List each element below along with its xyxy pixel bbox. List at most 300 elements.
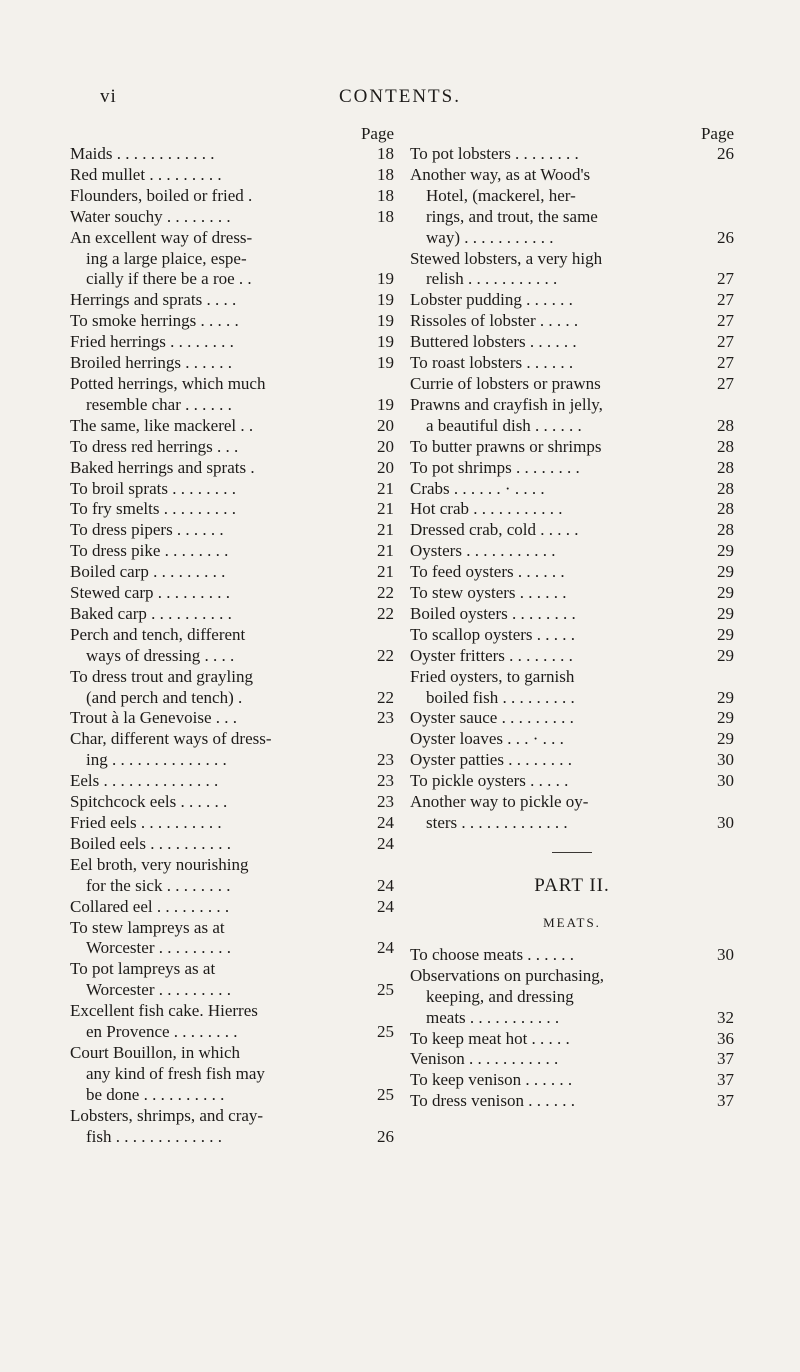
entry-line: ing . . . . . . . . . . . . . . — [86, 750, 227, 770]
entry-title — [410, 311, 734, 332]
entry-page-number: 28 — [717, 436, 734, 456]
entry-line: Oyster fritters . . . . . . . . — [410, 645, 573, 665]
toc-entry — [70, 604, 394, 625]
entry-title — [70, 311, 394, 332]
entry-title — [410, 1091, 734, 1112]
toc-entry — [70, 207, 394, 228]
toc-entry — [70, 771, 394, 792]
entry-page-number: 28 — [717, 520, 734, 540]
entry-page-number: 37 — [717, 1070, 734, 1090]
entry-line: Another way to pickle oy- — [410, 792, 589, 812]
entry-page-number: 21 — [377, 541, 394, 561]
toc-entry — [70, 897, 394, 918]
toc-entry — [410, 667, 734, 709]
entry-line: ways of dressing . . . . — [86, 645, 235, 665]
entry-page-number: 24 — [377, 813, 394, 832]
entry-page-number: 18 — [377, 144, 394, 163]
entry-page-number: 20 — [377, 415, 394, 435]
toc-entry — [410, 332, 734, 353]
entry-page-number: 24 — [377, 875, 394, 895]
entry-line: Red mullet . . . . . . . . . — [70, 164, 222, 184]
toc-entry — [410, 437, 734, 458]
entry-line: a beautiful dish . . . . . . — [426, 415, 582, 435]
entry-page-number: 26 — [717, 144, 734, 163]
entry-line: To pot shrimps . . . . . . . . — [410, 457, 580, 477]
entry-page-number: 23 — [377, 708, 394, 728]
entry-title — [70, 207, 394, 228]
entry-line: To pickle oysters . . . . . — [410, 771, 569, 791]
entry-line: sters . . . . . . . . . . . . . — [426, 813, 568, 832]
entry-line: To choose meats . . . . . . — [410, 944, 575, 964]
entry-title — [410, 583, 734, 604]
section-heading: MEATS. — [543, 914, 601, 930]
entry-title — [70, 228, 394, 291]
entry-title — [70, 416, 394, 437]
entry-title — [70, 353, 394, 374]
entry-page-number: 22 — [377, 687, 394, 707]
entry-line: keeping, and dressing — [426, 986, 574, 1006]
toc-entry — [410, 583, 734, 604]
entry-line: To dress pike . . . . . . . . — [70, 541, 229, 561]
entry-page-number: 29 — [717, 603, 734, 623]
entry-line: Fried eels . . . . . . . . . . — [70, 813, 222, 832]
entry-line: Crabs . . . . . . · . . . . — [410, 478, 545, 498]
entry-page-number: 18 — [377, 185, 394, 205]
toc-entry — [70, 729, 394, 771]
toc-entry — [70, 520, 394, 541]
entry-title — [410, 667, 734, 709]
page-column-label: Page — [700, 124, 734, 143]
entry-line: To butter prawns or shrimps — [410, 436, 602, 456]
entry-page-number: 21 — [377, 520, 394, 540]
entry-line: meats . . . . . . . . . . . — [426, 1007, 560, 1027]
entry-page-number: 18 — [377, 164, 394, 184]
entry-line: Maids . . . . . . . . . . . . — [70, 144, 215, 163]
entry-line: Boiled eels . . . . . . . . . . — [70, 833, 232, 853]
entry-line: To smoke herrings . . . . . — [70, 311, 239, 331]
entry-page-number: 23 — [377, 792, 394, 812]
entry-line: To dress pipers . . . . . . — [70, 520, 224, 540]
toc-entry — [70, 1001, 394, 1043]
entry-title — [410, 479, 734, 500]
entry-line: Baked herrings and sprats . — [70, 457, 255, 477]
entry-title — [70, 792, 394, 813]
entry-line: Potted herrings, which much — [70, 373, 266, 393]
entry-line: Buttered lobsters . . . . . . — [410, 332, 577, 352]
entry-title — [70, 1043, 394, 1106]
entry-page-number: 21 — [377, 478, 394, 498]
entry-line: Observations on purchasing, — [410, 965, 605, 985]
toc-entry — [70, 458, 394, 479]
entry-line: way) . . . . . . . . . . . — [426, 227, 554, 247]
entry-page-number: 27 — [717, 332, 734, 352]
toc-entry — [70, 562, 394, 583]
entry-line: Dressed crab, cold . . . . . — [410, 520, 579, 540]
entry-line: To roast lobsters . . . . . . — [410, 353, 574, 373]
entry-page-number: 25 — [377, 1022, 394, 1042]
entry-page-number: 26 — [717, 227, 734, 247]
entry-line: be done . . . . . . . . . . — [86, 1084, 225, 1104]
toc-entry — [70, 1106, 394, 1148]
entry-page-number: 21 — [377, 499, 394, 519]
entry-line: To stew oysters . . . . . . — [410, 583, 567, 603]
part-heading: PART II. — [534, 874, 610, 896]
entry-title — [410, 945, 734, 966]
entry-title — [70, 667, 394, 709]
entry-list — [410, 945, 734, 1112]
toc-entry — [410, 625, 734, 646]
toc-entry — [70, 144, 394, 165]
toc-entry — [70, 374, 394, 416]
entry-title — [410, 395, 734, 437]
toc-entry — [70, 792, 394, 813]
entry-title — [70, 604, 394, 625]
entry-line: Venison . . . . . . . . . . . — [410, 1049, 559, 1069]
toc-entry — [70, 311, 394, 332]
toc-entry — [70, 332, 394, 353]
toc-entry — [410, 792, 734, 834]
entry-title — [410, 604, 734, 625]
entry-line: To fry smelts . . . . . . . . . — [70, 499, 236, 519]
entry-page-number: 30 — [717, 944, 734, 964]
entry-line: Stewed lobsters, a very high — [410, 248, 603, 268]
entry-title — [70, 771, 394, 792]
toc-entry — [410, 520, 734, 541]
entry-page-number: 27 — [717, 353, 734, 373]
page-header — [0, 86, 800, 116]
entry-list — [70, 144, 394, 1148]
entry-line: Lobsters, shrimps, and cray- — [70, 1105, 264, 1125]
entry-page-number: 28 — [717, 457, 734, 477]
entry-line: boiled fish . . . . . . . . . — [426, 687, 575, 707]
toc-entry — [410, 945, 734, 966]
entry-line: Hot crab . . . . . . . . . . . — [410, 499, 563, 519]
entry-title — [70, 479, 394, 500]
entry-line: To broil sprats . . . . . . . . — [70, 478, 236, 498]
entry-page-number: 29 — [717, 541, 734, 561]
toc-entry — [70, 165, 394, 186]
entry-page-number: 20 — [377, 436, 394, 456]
entry-title — [410, 374, 734, 395]
page-number: vi — [100, 86, 117, 107]
toc-entry — [70, 1043, 394, 1106]
entry-line: Eels . . . . . . . . . . . . . . — [70, 771, 219, 791]
entry-line: resemble char . . . . . . — [86, 394, 232, 414]
entry-page-number: 30 — [717, 771, 734, 791]
entry-title — [70, 437, 394, 458]
entry-title — [410, 562, 734, 583]
entry-line: ing a large plaice, espe- — [86, 248, 247, 268]
entry-title — [410, 708, 734, 729]
entry-line: Fried oysters, to garnish — [410, 666, 575, 686]
entry-line: Herrings and sprats . . . . — [70, 290, 237, 310]
entry-title — [70, 897, 394, 918]
entry-line: Water souchy . . . . . . . . — [70, 206, 231, 226]
entry-title — [70, 458, 394, 479]
entry-line: Eel broth, very nourishing — [70, 854, 249, 874]
entry-line: To pot lampreys as at — [70, 959, 216, 979]
entry-line: fish . . . . . . . . . . . . . — [86, 1126, 222, 1146]
entry-page-number: 25 — [377, 980, 394, 1000]
entry-title — [410, 249, 734, 291]
entry-title — [410, 458, 734, 479]
toc-entry — [70, 228, 394, 291]
entry-title — [70, 290, 394, 311]
entry-line: Court Bouillon, in which — [70, 1042, 240, 1062]
entry-page-number: 32 — [717, 1007, 734, 1027]
entry-line: Oyster patties . . . . . . . . — [410, 750, 572, 770]
toc-entry — [410, 458, 734, 479]
entry-page-number: 21 — [377, 562, 394, 582]
entry-line: Worcester . . . . . . . . . — [86, 980, 231, 1000]
entry-page-number: 19 — [377, 332, 394, 352]
toc-entry — [70, 625, 394, 667]
toc-entry — [70, 416, 394, 437]
entry-title — [70, 729, 394, 771]
toc-entry — [70, 479, 394, 500]
entry-line: Oyster sauce . . . . . . . . . — [410, 708, 574, 728]
entry-page-number: 24 — [377, 938, 394, 958]
entry-title — [70, 959, 394, 1001]
entry-title — [70, 186, 394, 207]
toc-entry — [70, 541, 394, 562]
toc-entry — [410, 353, 734, 374]
toc-entry — [70, 667, 394, 709]
entry-line: To keep venison . . . . . . — [410, 1070, 573, 1090]
entry-line: rings, and trout, the same — [426, 206, 598, 226]
entry-page-number: 36 — [717, 1028, 734, 1048]
toc-entry — [70, 290, 394, 311]
toc-entry — [410, 541, 734, 562]
toc-entry — [410, 1070, 734, 1091]
toc-entry — [410, 395, 734, 437]
entry-page-number: 29 — [717, 624, 734, 644]
toc-entry — [410, 646, 734, 667]
toc-entry — [410, 1049, 734, 1070]
entry-page-number: 29 — [717, 562, 734, 582]
toc-entry — [410, 771, 734, 792]
toc-entry — [70, 437, 394, 458]
entry-line: To feed oysters . . . . . . — [410, 562, 565, 582]
entry-title — [70, 1106, 394, 1148]
entry-page-number: 19 — [377, 311, 394, 331]
entry-page-number: 19 — [377, 269, 394, 289]
entry-line: Worcester . . . . . . . . . — [86, 938, 231, 958]
entry-page-number: 23 — [377, 750, 394, 770]
entry-page-number: 27 — [717, 269, 734, 289]
entry-page-number: 37 — [717, 1091, 734, 1111]
toc-entry — [70, 186, 394, 207]
section-divider — [552, 852, 592, 853]
entry-page-number: 22 — [377, 603, 394, 623]
entry-line: Boiled oysters . . . . . . . . — [410, 603, 576, 623]
entry-line: Collared eel . . . . . . . . . — [70, 896, 230, 916]
entry-line: Lobster pudding . . . . . . — [410, 290, 573, 310]
entry-line: Oyster loaves . . . · . . . — [410, 729, 564, 749]
entry-line: Excellent fish cake. Hierres — [70, 1001, 258, 1021]
entry-line: Char, different ways of dress- — [70, 729, 272, 749]
entry-title — [70, 1001, 394, 1043]
entry-title — [70, 855, 394, 897]
entry-page-number: 28 — [717, 499, 734, 519]
entry-line: Oysters . . . . . . . . . . . — [410, 541, 556, 561]
entry-title — [410, 541, 734, 562]
entry-page-number: 20 — [377, 457, 394, 477]
entry-line: Hotel, (mackerel, her- — [426, 185, 576, 205]
toc-entry — [70, 959, 394, 1001]
entry-line: cially if there be a roe . . — [86, 269, 252, 289]
toc-entry — [70, 583, 394, 604]
entry-line: Perch and tench, different — [70, 624, 246, 644]
entry-title — [410, 353, 734, 374]
entry-page-number: 23 — [377, 771, 394, 791]
entry-line: en Provence . . . . . . . . — [86, 1022, 238, 1042]
entry-title — [410, 750, 734, 771]
toc-entry — [410, 966, 734, 1029]
entry-page-number: 26 — [377, 1126, 394, 1146]
toc-entry — [410, 374, 734, 395]
entry-title — [70, 813, 394, 834]
entry-title — [70, 708, 394, 729]
toc-entry — [70, 813, 394, 834]
entry-title — [410, 625, 734, 646]
entry-title — [70, 144, 394, 165]
entry-line: Trout à la Genevoise . . . — [70, 708, 237, 728]
toc-entry — [410, 144, 734, 165]
entry-title — [410, 646, 734, 667]
toc-entry — [410, 311, 734, 332]
entry-page-number: 29 — [717, 708, 734, 728]
entry-title — [410, 144, 734, 165]
entry-line: To dress red herrings . . . — [70, 436, 239, 456]
entry-page-number: 27 — [717, 373, 734, 393]
entry-line: To pot lobsters . . . . . . . . — [410, 144, 579, 163]
toc-entry — [70, 499, 394, 520]
entry-line: Boiled carp . . . . . . . . . — [70, 562, 226, 582]
entry-page-number: 24 — [377, 833, 394, 853]
entry-page-number: 22 — [377, 645, 394, 665]
entry-title — [410, 1070, 734, 1091]
toc-entry — [410, 290, 734, 311]
entry-line: for the sick . . . . . . . . — [86, 875, 231, 895]
toc-entry — [410, 750, 734, 771]
entry-title — [410, 499, 734, 520]
entry-title — [410, 771, 734, 792]
entry-line: relish . . . . . . . . . . . — [426, 269, 558, 289]
toc-entry — [410, 1091, 734, 1112]
entry-page-number: 37 — [717, 1049, 734, 1069]
entry-page-number: 30 — [717, 750, 734, 770]
entry-line: Flounders, boiled or fried . — [70, 185, 253, 205]
contents-column-left — [70, 124, 394, 1148]
entry-title — [70, 834, 394, 855]
entry-title — [70, 520, 394, 541]
entry-line: The same, like mackerel . . — [70, 415, 254, 435]
entry-page-number: 19 — [377, 290, 394, 310]
entry-page-number: 29 — [717, 687, 734, 707]
entry-line: To dress trout and grayling — [70, 666, 253, 686]
entry-title — [410, 729, 734, 750]
entry-line: Another way, as at Wood's — [410, 164, 591, 184]
entry-title — [70, 918, 394, 960]
entry-title — [410, 520, 734, 541]
entry-line: Baked carp . . . . . . . . . . — [70, 603, 232, 623]
entry-page-number: 24 — [377, 896, 394, 916]
entry-title — [70, 499, 394, 520]
toc-entry — [410, 604, 734, 625]
toc-entry — [410, 479, 734, 500]
toc-entry — [70, 353, 394, 374]
entry-page-number: 19 — [377, 353, 394, 373]
toc-entry — [70, 834, 394, 855]
toc-entry — [70, 855, 394, 897]
entry-page-number: 29 — [717, 645, 734, 665]
toc-entry — [410, 729, 734, 750]
entry-title — [410, 332, 734, 353]
entry-line: To keep meat hot . . . . . — [410, 1028, 570, 1048]
entry-page-number: 22 — [377, 583, 394, 603]
entry-title — [70, 583, 394, 604]
entry-title — [70, 165, 394, 186]
toc-entry — [410, 499, 734, 520]
entry-title — [410, 966, 734, 1029]
page-column-label: Page — [360, 124, 394, 143]
entry-line: Currie of lobsters or prawns — [410, 373, 601, 393]
entry-title — [410, 165, 734, 249]
entry-line: (and perch and tench) . — [86, 687, 243, 707]
entry-title — [410, 437, 734, 458]
entry-title — [70, 625, 394, 667]
entry-line: To scallop oysters . . . . . — [410, 624, 576, 644]
toc-entry — [70, 708, 394, 729]
entry-line: To dress venison . . . . . . — [410, 1091, 576, 1111]
entry-line: Rissoles of lobster . . . . . — [410, 311, 579, 331]
entry-page-number: 27 — [717, 290, 734, 310]
toc-entry — [410, 708, 734, 729]
toc-entry — [410, 562, 734, 583]
entry-page-number: 18 — [377, 206, 394, 226]
toc-entry — [410, 165, 734, 249]
entry-list — [410, 144, 734, 834]
entry-line: To stew lampreys as at — [70, 917, 225, 937]
entry-title — [70, 374, 394, 416]
entry-page-number: 29 — [717, 729, 734, 749]
toc-entry — [70, 918, 394, 960]
entry-title — [70, 332, 394, 353]
entry-page-number: 28 — [717, 415, 734, 435]
entry-line: Stewed carp . . . . . . . . . — [70, 583, 231, 603]
entry-line: Prawns and crayfish in jelly, — [410, 394, 603, 414]
entry-page-number: 30 — [717, 813, 734, 832]
toc-entry — [410, 249, 734, 291]
entry-title — [410, 1029, 734, 1050]
entry-title — [410, 1049, 734, 1070]
entry-page-number: 28 — [717, 478, 734, 498]
entry-line: Spitchcock eels . . . . . . — [70, 792, 228, 812]
entry-line: An excellent way of dress- — [70, 227, 253, 247]
entry-page-number: 25 — [377, 1084, 394, 1104]
entry-page-number: 27 — [717, 311, 734, 331]
entry-title — [410, 792, 734, 834]
entry-title — [70, 562, 394, 583]
toc-entry — [410, 1029, 734, 1050]
entry-line: Broiled herrings . . . . . . — [70, 353, 232, 373]
entry-page-number: 29 — [717, 583, 734, 603]
entry-title — [410, 290, 734, 311]
contents-column-right — [410, 124, 734, 1112]
entry-line: Fried herrings . . . . . . . . — [70, 332, 234, 352]
entry-title — [70, 541, 394, 562]
